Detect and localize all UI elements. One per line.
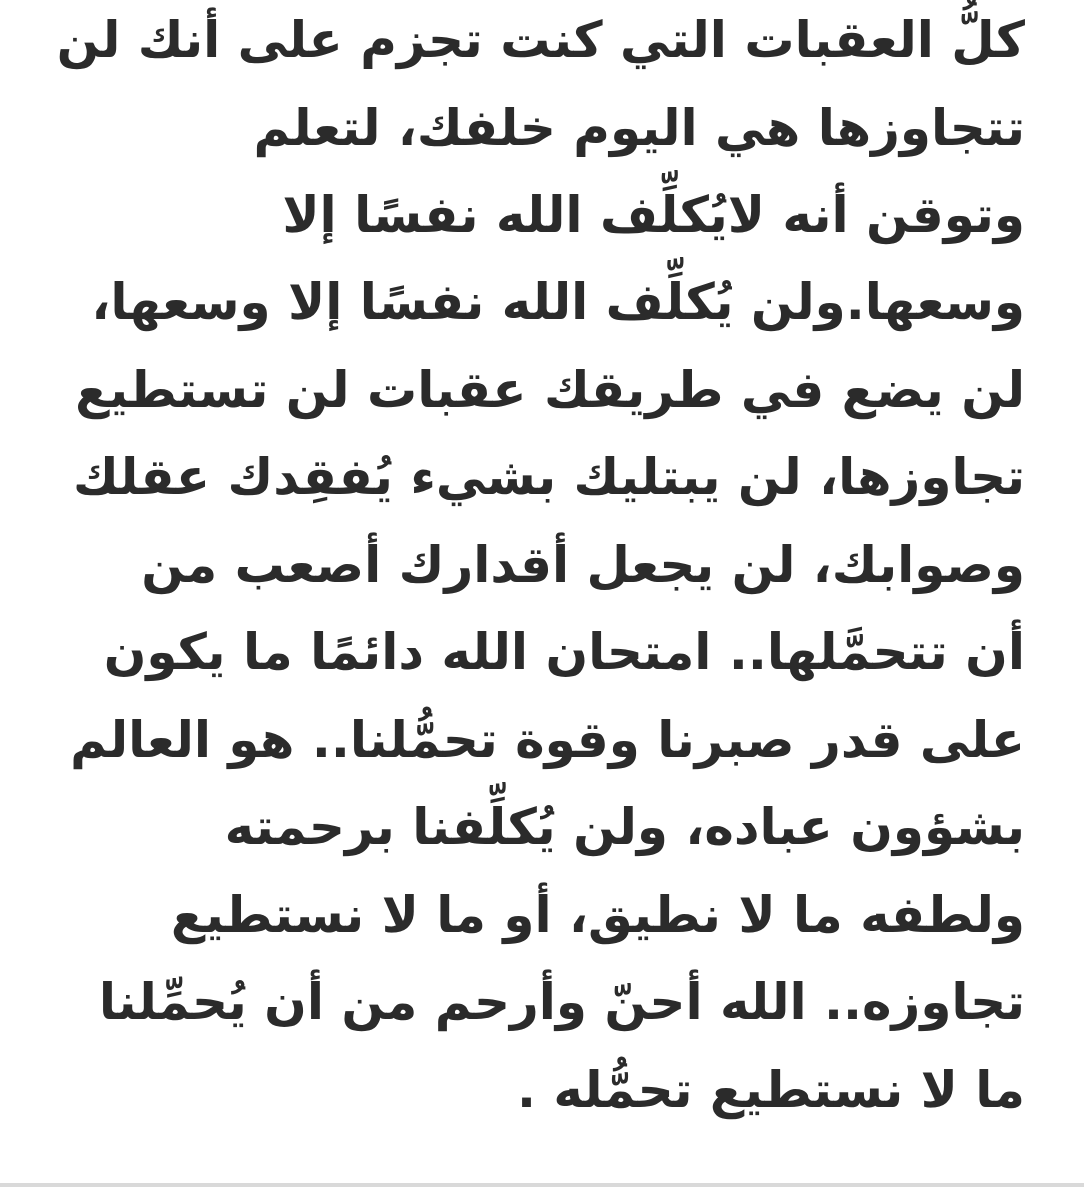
text-line: على قدر صبرنا وقوة تحمُّلنا.. هو العالم [70,711,1025,769]
text-line: لن يضع في طريقك عقبات لن تستطيع [75,361,1025,419]
text-line: أن تتحمَّلها.. امتحان الله دائمًا ما يكون [103,623,1025,681]
text-line: بشؤون عباده، ولن يُكلِّفنا برحمته [224,798,1025,856]
text-line: وتوقن أنه لايُكلِّف الله نفسًا إلا [282,186,1025,244]
text-line: تجاوزها، لن يبتليك بشيء يُفقِدك عقلك [72,448,1025,506]
text-line: تتجاوزها هي اليوم خلفك، لتعلم [253,99,1025,157]
text-line: ولطفه ما لا نطيق، أو ما لا نستطيع [170,886,1025,944]
text-line: تجاوزه.. الله أحنّ وأرحم من أن يُحمِّلنا [98,973,1025,1031]
text-line: ما لا نستطيع تحمُّله . [517,1061,1025,1119]
text-line: وصوابك، لن يجعل أقدارك أصعب من [141,536,1025,594]
text-line: كلُّ العقبات التي كنت تجزم على أنك لن [56,11,1025,69]
text-line: وسعها.ولن يُكلِّف الله نفسًا إلا وسعها، [91,273,1025,331]
bottom-divider [0,1183,1084,1187]
